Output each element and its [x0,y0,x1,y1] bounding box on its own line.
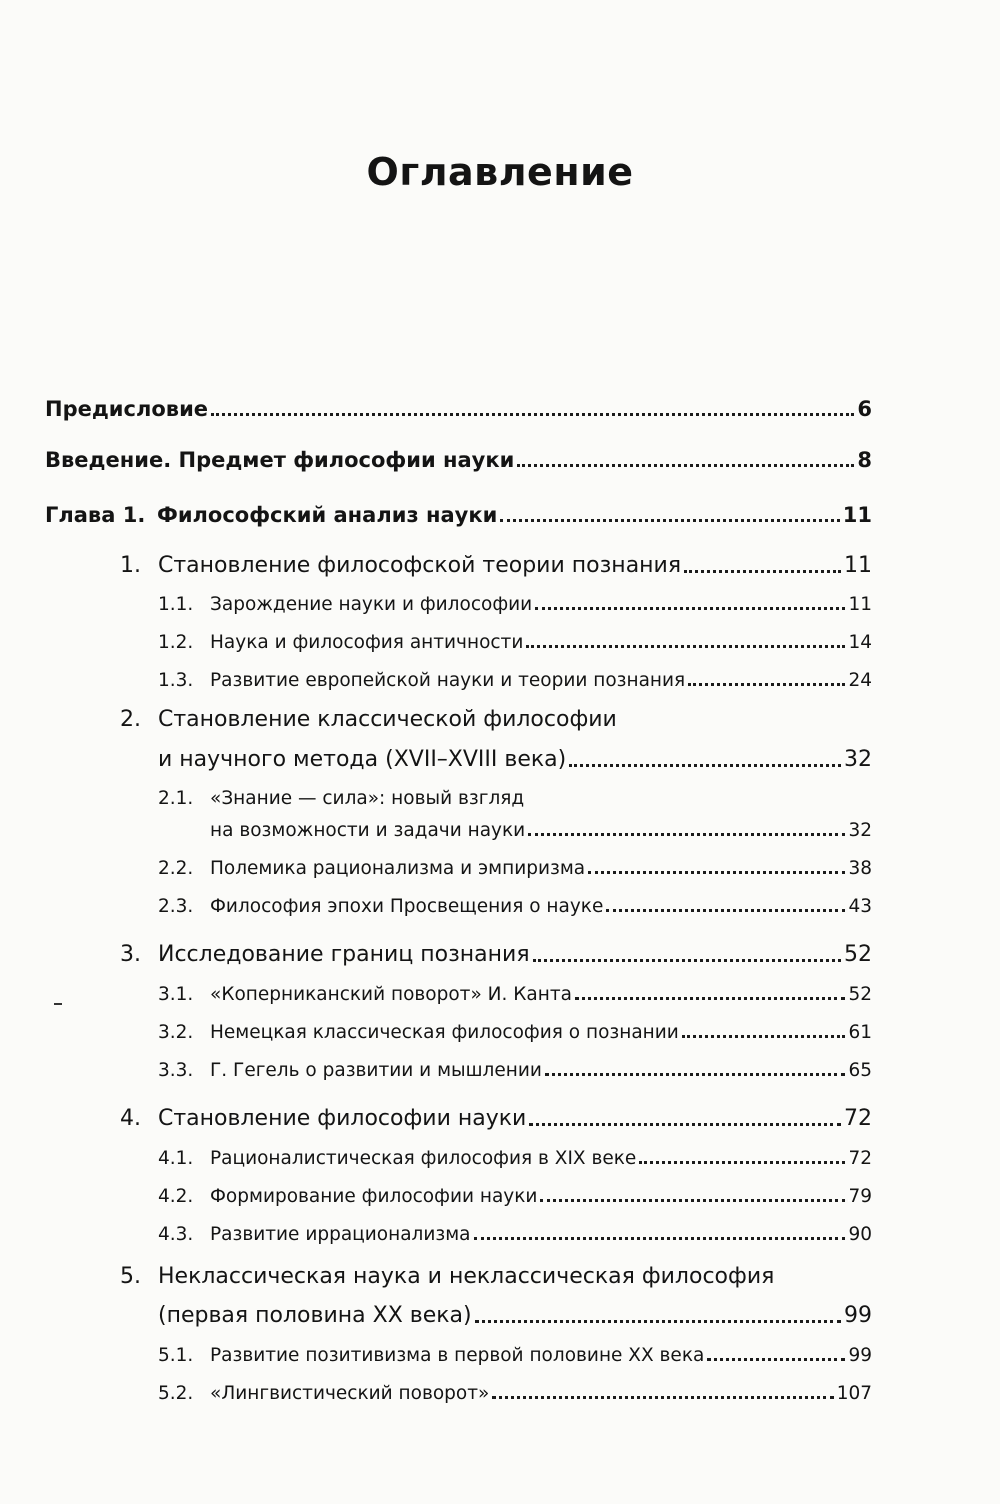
toc-entry-title-line1: «Знание — сила»: новый взгляд [210,788,525,809]
section-number: 4.3. [158,1223,194,1245]
toc-entry-title: Развитие иррационализма [210,1223,471,1245]
toc-entry-2-2[interactable] [158,852,872,879]
toc-entry-section-1[interactable] [120,548,872,578]
toc-entry-5-2[interactable] [158,1377,872,1404]
page-title: Оглавление [366,150,634,194]
toc-page-number: 99 [844,1303,872,1328]
toc-entry-line2 [158,742,872,772]
toc-entry-4-2[interactable] [158,1180,872,1207]
toc-entry-1-2[interactable] [158,626,872,653]
toc-entry-5-1[interactable] [158,1339,872,1366]
toc-entry-1-1[interactable] [158,588,872,615]
section-number: 4.1. [158,1147,194,1169]
toc-page-number: 11 [848,593,872,615]
section-number: 1.2. [158,631,194,653]
toc-entry-title: Становление философии науки [158,1106,527,1131]
toc-entry-title: Философский анализ науки [157,503,498,527]
toc-entry-introduction[interactable] [45,443,872,472]
toc-entry-line2 [158,1298,872,1328]
toc-entry-title: Философия эпохи Просвещения о науке [210,895,604,917]
toc-entry-title: Немецкая классическая философия о познании [210,1021,679,1043]
dot-leader [528,814,845,836]
dot-leader [529,1101,841,1126]
dot-leader [526,626,845,648]
dot-leader [535,588,845,610]
dot-leader [682,1016,846,1038]
dot-leader [639,1142,845,1164]
toc-entry-4-3[interactable] [158,1218,872,1245]
toc-entry-title-line1: Неклассическая наука и неклассическая философия [158,1264,775,1289]
dot-leader [517,443,854,467]
toc-entry-line2 [210,814,872,841]
section-number: 3. [120,942,141,967]
dot-leader [606,890,845,912]
toc-page-number: 52 [844,942,872,967]
dot-leader [500,498,839,522]
toc-entry-section-3[interactable] [120,937,872,967]
dot-leader [707,1339,845,1361]
section-number: 4. [120,1106,141,1131]
print-speck [54,1003,62,1005]
toc-page-number: 72 [844,1106,872,1131]
dot-leader [474,1218,846,1240]
section-number: 1.1. [158,593,194,615]
section-number: 5.2. [158,1382,194,1404]
chapter-number: Глава 1. [45,503,146,527]
toc-page-number: 99 [848,1344,872,1366]
toc-entry-title: Введение. Предмет философии науки [45,448,515,472]
dot-leader [533,937,841,962]
toc-entry-section-4[interactable] [120,1101,872,1131]
toc-entry-title: «Лингвистический поворот» [210,1382,490,1404]
toc-entry-title-line2: на возможности и задачи науки [210,819,526,841]
section-number: 2.3. [158,895,194,917]
toc-entry-title: Предисловие [45,397,209,421]
toc-page-number: 32 [848,819,872,841]
toc-entry-title: Г. Гегель о развитии и мышлении [210,1059,542,1081]
section-number: 4.2. [158,1185,194,1207]
toc-page-number: 61 [848,1021,872,1043]
dot-leader [588,852,845,874]
toc-page-number: 11 [844,553,872,578]
toc-page-number: 8 [857,448,872,472]
toc-entry-title: Полемика рационализма и эмпиризма [210,857,586,879]
toc-entry-title-line2: и научного метода (XVII–XVIII века) [158,747,567,772]
toc-entry-title: Становление философской теории познания [158,553,682,578]
toc-entry-title: Зарождение науки и философии [210,593,533,615]
toc-page-number: 24 [848,669,872,691]
dot-leader [211,392,854,416]
dot-leader [688,664,845,686]
dot-leader [492,1377,833,1399]
toc-page-number: 11 [842,503,872,527]
toc-page-number: 32 [844,747,872,772]
dot-leader [540,1180,845,1202]
toc-entry-title-line2: (первая половина XX века) [158,1303,472,1328]
toc-entry-3-1[interactable] [158,978,872,1005]
section-number: 2.2. [158,857,194,879]
toc-entry-title: Развитие европейской науки и теории познания [210,669,686,691]
toc-entry-title-line1: Становление классической философии [158,707,617,732]
toc-page-number: 90 [848,1223,872,1245]
section-number: 5. [120,1264,141,1289]
dot-leader [545,1054,846,1076]
toc-page-number: 79 [848,1185,872,1207]
toc-entry-title: «Коперниканский поворот» И. Канта [210,983,572,1005]
toc-page-number: 52 [848,983,872,1005]
section-number: 2. [120,707,141,732]
toc-entry-title: Рационалистическая философия в XIX веке [210,1147,637,1169]
toc-entry-preface[interactable] [45,392,872,421]
toc-entry-title: Исследование границ познания [158,942,530,967]
toc-entry-3-2[interactable] [158,1016,872,1043]
section-number: 3.2. [158,1021,194,1043]
dot-leader [575,978,846,1000]
section-number: 1. [120,553,141,578]
toc-entry-4-1[interactable] [158,1142,872,1169]
dot-leader [475,1298,841,1323]
toc-page-number: 72 [848,1147,872,1169]
toc-page-number: 107 [836,1382,872,1404]
toc-page-number: 14 [848,631,872,653]
dot-leader [569,742,841,767]
toc-page-number: 43 [848,895,872,917]
toc-page-number: 65 [848,1059,872,1081]
toc-entry-title: Формирование философии науки [210,1185,538,1207]
section-number: 3.3. [158,1059,194,1081]
dot-leader [684,548,841,573]
toc-entry-chapter-1[interactable] [45,498,872,527]
toc-page-number: 38 [848,857,872,879]
section-number: 1.3. [158,669,194,691]
section-number: 3.1. [158,983,194,1005]
toc-entry-title: Наука и философия античности [210,631,524,653]
section-number: 5.1. [158,1344,194,1366]
toc-entry-3-3[interactable] [158,1054,872,1081]
toc-entry-1-3[interactable] [158,664,872,691]
section-number: 2.1. [158,788,194,809]
toc-page-number: 6 [857,397,872,421]
toc-entry-title: Развитие позитивизма в первой половине XX века [210,1344,705,1366]
toc-entry-2-3[interactable] [158,890,872,917]
